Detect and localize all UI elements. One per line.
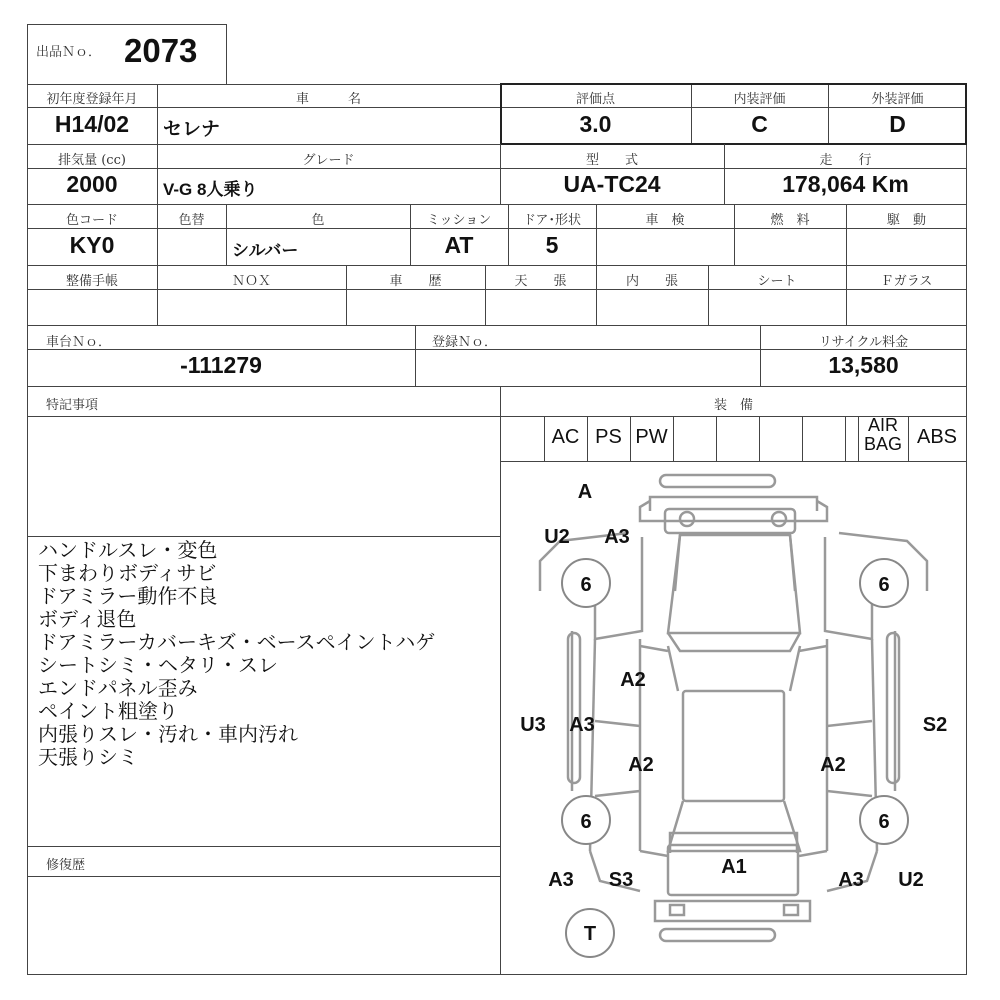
maintenance-book-label: 整備手帳	[65, 274, 118, 289]
exterior-grade-value: D	[889, 111, 906, 137]
transmission-value: AT	[444, 232, 474, 258]
color-code-value: KY0	[69, 232, 115, 258]
damage-right-door: A2	[820, 754, 846, 776]
damage-left-u: U3	[520, 714, 546, 736]
model-value: UA-TC24	[563, 171, 661, 197]
doors-label: ドア･形状	[522, 213, 582, 228]
displacement-label: 排気量 (cc)	[58, 153, 126, 168]
note-line: シートシミ・ヘタリ・スレ	[38, 653, 278, 677]
damage-rear: A1	[721, 856, 747, 878]
reg-date-label: 初年度登録年月	[46, 92, 138, 107]
score-label: 評価点	[575, 92, 615, 107]
interior-grade-value: C	[751, 111, 768, 137]
interior-grade-label: 内装評価	[733, 92, 786, 107]
damage-rear-right-a: A3	[838, 869, 864, 891]
equipment-airbag: AIR BAG	[863, 415, 902, 454]
mileage-value: 178,064 Km	[782, 171, 909, 197]
damage-rear-right-u: U2	[898, 869, 924, 891]
damage-front: A	[577, 481, 593, 503]
repaint-label: 色替	[178, 213, 205, 228]
inspection-label: 車 検	[645, 213, 685, 228]
interior-trim-label: 内 張	[625, 274, 678, 289]
color-code-label: 色コード	[65, 213, 118, 228]
note-line: 天張りシミ	[38, 745, 138, 769]
damage-rear-left-a: A3	[548, 869, 574, 891]
seat-label: シート	[757, 274, 797, 289]
damage-front-left-u: U2	[544, 526, 570, 548]
notes-list	[38, 539, 435, 769]
car-name-label: 車 名	[295, 92, 361, 107]
windshield-label: Ｆガラス	[880, 274, 933, 289]
damage-rear-left-s: S3	[608, 869, 634, 891]
mileage-label: 走 行	[819, 153, 872, 168]
registration-number-label: 登録Ｎｏ．	[432, 335, 498, 350]
recycle-fee-value: 13,580	[828, 352, 899, 378]
score-value: 3.0	[579, 111, 612, 137]
displacement-value: 2000	[66, 171, 118, 197]
equipment-ps: PS	[595, 426, 622, 448]
recycle-fee-label: リサイクル料金	[818, 335, 909, 350]
grade-label: グレード	[302, 153, 355, 168]
reg-date-value: H14/02	[54, 111, 130, 137]
chassis-number-label: 車台Ｎｏ．	[46, 335, 112, 350]
car-name-value: セレナ	[163, 119, 221, 140]
drive-label: 駆 動	[886, 213, 926, 228]
notes-label: 特記事項	[46, 398, 99, 413]
equipment-ac: AC	[551, 426, 580, 448]
note-line: ハンドルスレ・変色	[38, 538, 218, 562]
damage-right-s: S2	[922, 714, 948, 736]
note-line: ボディ退色	[38, 607, 137, 631]
tire-rear-right-value: 6	[878, 811, 890, 833]
note-line: 下まわりボディサビ	[38, 561, 217, 585]
note-line: 内張りスレ・汚れ・車内汚れ	[38, 722, 298, 746]
tire-front-right-value: 6	[878, 574, 890, 596]
model-label: 型 式	[585, 153, 638, 168]
damage-left-a: A3	[569, 714, 595, 736]
spare-tire-value: T	[583, 923, 597, 945]
damage-front-left-a: A3	[604, 526, 630, 548]
note-line: ペイント粗塗り	[38, 699, 178, 723]
equipment-label: 装 備	[713, 398, 753, 413]
note-line: エンドパネル歪み	[38, 676, 198, 700]
damage-left-door: A2	[628, 754, 654, 776]
lot-number-value: 2073	[124, 32, 198, 69]
history-label: 車 歴	[389, 274, 442, 289]
repair-history-label: 修復歴	[46, 858, 86, 873]
chassis-number-value: -111279	[180, 352, 262, 378]
nox-label: ＮＯＸ	[231, 274, 271, 289]
transmission-label: ミッション	[426, 213, 492, 228]
headliner-label: 天 張	[514, 274, 567, 289]
doors-value: 5	[545, 232, 559, 258]
note-line: ドアミラー動作不良	[38, 584, 218, 608]
color-value: シルバー	[232, 241, 299, 260]
exterior-grade-label: 外装評価	[871, 92, 924, 107]
grade-value: V-G 8人乗り	[163, 180, 258, 199]
equipment-pw: PW	[635, 426, 668, 448]
tire-front-left-value: 6	[580, 574, 592, 596]
equipment-abs: ABS	[916, 426, 958, 448]
color-label: 色	[311, 213, 325, 228]
note-line: ドアミラーカバーキズ・ベースペイントハゲ	[38, 630, 436, 654]
tire-rear-left-value: 6	[580, 811, 592, 833]
lot-number-label: 出品Ｎｏ．	[36, 45, 102, 60]
damage-hood: A2	[620, 669, 646, 691]
fuel-label: 燃 料	[770, 213, 810, 228]
